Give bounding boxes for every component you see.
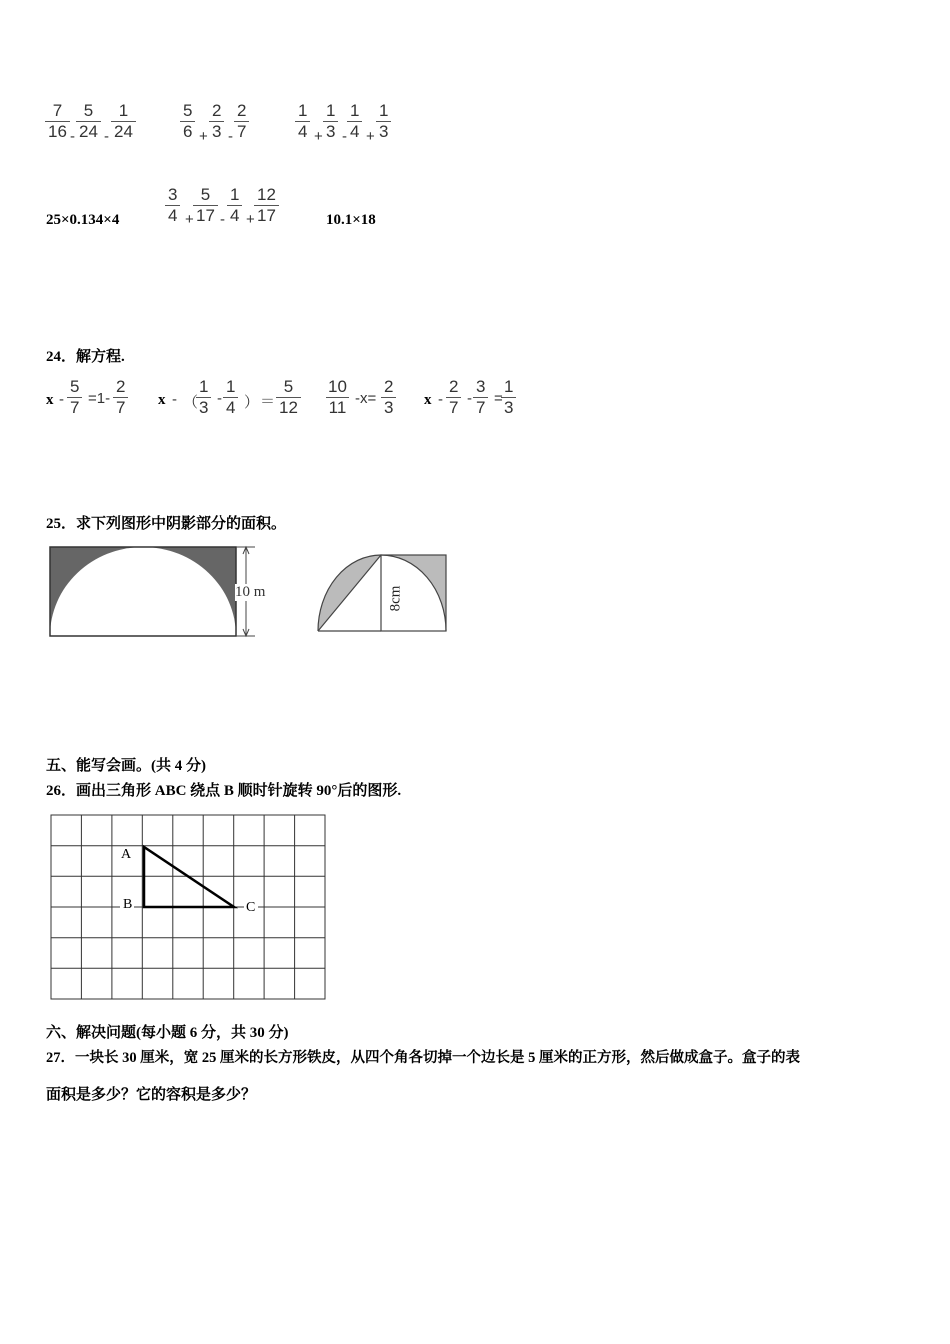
expression: 10.1×18	[326, 212, 376, 228]
question-27-line-1: 27．一块长 30 厘米，宽 25 厘米的长方形铁皮，从四个角各切掉一个边长是 5 厘米的正方形，然后做成盒子。盒子的表	[46, 1050, 800, 1066]
operator: -	[104, 128, 109, 145]
operator: +	[246, 211, 255, 228]
dimension-label-10m: 10 m	[235, 584, 266, 600]
operator: +	[199, 128, 208, 145]
fraction: $\frac{5}{24}$	[76, 101, 101, 142]
question-26-title: 26．画出三角形 ABC 绕点 B 顺时针旋转 90°后的图形.	[46, 783, 402, 799]
operator: -	[342, 128, 347, 145]
expression: 25×0.134×4	[46, 212, 120, 228]
fraction: $\frac{5}{17}$	[193, 185, 218, 226]
fraction: $\frac{1}{4}$	[295, 101, 310, 142]
figure-quarter-circles	[314, 548, 454, 638]
fraction: $\frac{7}{16}$	[45, 101, 70, 142]
fraction: $\frac{5}{6}$	[180, 101, 195, 142]
question-24-title: 24．解方程.	[46, 349, 125, 365]
fraction: $\frac{1}{3}$	[323, 101, 338, 142]
fraction: $\frac{3}{4}$	[165, 185, 180, 226]
fraction: $\frac{12}{17}$	[254, 185, 279, 226]
fraction: $\frac{1}{24}$	[111, 101, 136, 142]
operator: +	[314, 128, 323, 145]
fraction: $\frac{1}{3}$	[376, 101, 391, 142]
operator: -	[220, 211, 225, 228]
fraction: $\frac{1}{4}$	[347, 101, 362, 142]
section-5-title: 五、能写会画。(共 4 分)	[46, 758, 206, 774]
operator: -	[228, 128, 233, 145]
fraction: $\frac{2}{7}$	[234, 101, 249, 142]
triangle-abc	[144, 847, 234, 907]
section-6-title: 六、解决问题(每小题 6 分，共 30 分)	[46, 1025, 289, 1041]
operator: +	[366, 128, 375, 145]
grid-triangle-figure	[50, 814, 330, 1004]
fraction: $\frac{1}{4}$	[227, 185, 242, 226]
question-25-title: 25．求下列图形中阴影部分的面积。	[46, 516, 287, 532]
vertex-label-b: B	[123, 897, 133, 912]
fraction: $\frac{2}{3}$	[209, 101, 224, 142]
question-27-line-2: 面积是多少？它的容积是多少？	[46, 1087, 257, 1103]
dimension-label-8cm: 8cm	[387, 585, 404, 612]
operator: +	[185, 211, 194, 228]
vertex-label-a: A	[121, 847, 132, 862]
vertex-label-c: C	[246, 900, 256, 915]
operator: -	[70, 128, 75, 145]
